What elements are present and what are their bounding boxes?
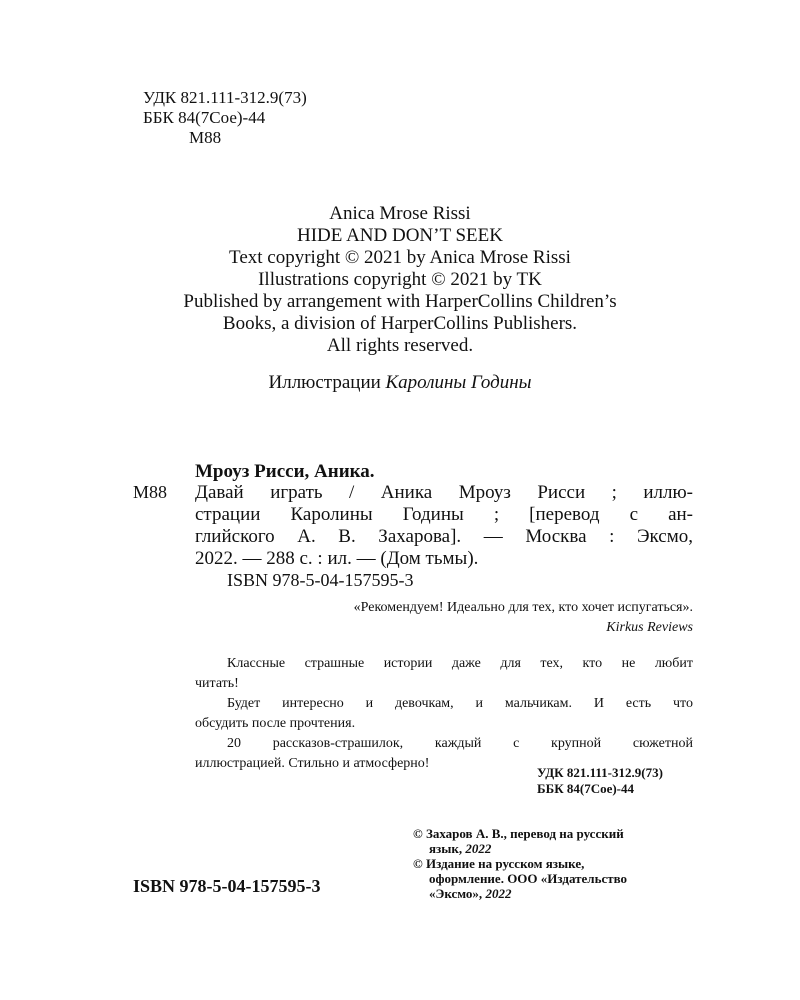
- publishing-line-1: Published by arrangement with HarperCollins Children’s: [183, 291, 617, 312]
- classification-block: [143, 88, 307, 148]
- review-block: [195, 598, 693, 638]
- author-mark: М88: [189, 128, 222, 147]
- catalog-heading: Мроуз Рисси, Аника.: [195, 461, 375, 482]
- illustrations-artist: Каролины Годины: [385, 372, 532, 393]
- edition-copyright-line: оформление. ООО «Издательство: [429, 871, 628, 886]
- annotation-line: 20 рассказов-страшилок, каждый с крупной сюжетной: [227, 736, 693, 751]
- catalog-line: глийского А. В. Захарова]. — Москва : Эксмо,: [195, 526, 693, 547]
- annotation-line: читать!: [195, 676, 239, 691]
- catalog-line: 2022. — 288 с. : ил. — (Дом тьмы).: [195, 548, 479, 569]
- text-copyright: Text copyright © 2021 by Anica Mrose Rissi: [229, 247, 571, 268]
- translation-copyright: [413, 826, 703, 856]
- review-quote: «Рекомендуем! Идеально для тех, кто хочет испугаться».: [353, 600, 693, 615]
- catalog-isbn: ISBN 978-5-04-157595-3: [227, 570, 414, 590]
- original-title: HIDE AND DON’T SEEK: [297, 225, 503, 246]
- annotation-line: Будет интересно и девочкам, и мальчикам. И есть что: [227, 696, 693, 711]
- bbk-code: ББК 84(7Сое)-44: [143, 108, 266, 127]
- catalog-description: [195, 482, 693, 570]
- original-publication-block: [150, 203, 650, 394]
- annotation-line: Классные страшные истории даже для тех, кто не любит: [227, 656, 693, 671]
- edition-copyright-line: «Эксмо»,: [429, 886, 483, 901]
- original-author: Anica Mrose Rissi: [329, 203, 471, 224]
- annotation-paragraph: [195, 694, 693, 734]
- annotation-line: обсудить после прочтения.: [195, 716, 356, 731]
- rights-reserved: All rights reserved.: [326, 335, 474, 356]
- translation-copyright-year: 2022: [465, 841, 492, 856]
- review-source: Kirkus Reviews: [606, 620, 693, 635]
- translation-copyright-suffix: язык,: [429, 841, 463, 856]
- catalog-line: страции Каролины Годины ; [перевод с ан-: [195, 504, 693, 525]
- illustrations-credit: [150, 372, 650, 394]
- catalog-line: Давай играть / Аника Мроуз Рисси ; иллю-: [195, 482, 693, 503]
- edition-copyright-year: 2022: [485, 886, 512, 901]
- annotation-line: иллюстрацией. Стильно и атмосферно!: [195, 756, 430, 771]
- copyright-block: [413, 826, 703, 901]
- annotation-paragraph: [195, 654, 693, 694]
- illustrations-copyright: Illustrations copyright © 2021 by TK: [258, 269, 542, 290]
- udk-code: УДК 821.111-312.9(73): [143, 88, 307, 107]
- catalog-code: М88: [133, 482, 168, 502]
- udk-code-small: УДК 821.111-312.9(73): [537, 765, 663, 780]
- edition-copyright-line: © Издание на русском языке,: [413, 856, 585, 871]
- illustrations-label: Иллюстрации: [268, 372, 381, 393]
- isbn-bottom: ISBN 978-5-04-157595-3: [133, 876, 321, 896]
- annotation-block: [195, 654, 693, 774]
- translation-copyright-text: © Захаров А. В., перевод на русский: [413, 826, 624, 841]
- edition-copyright: [413, 856, 703, 901]
- bbk-code-small: ББК 84(7Сое)-44: [537, 781, 635, 796]
- codes-right-block: [537, 765, 663, 797]
- publishing-line-2: Books, a division of HarperCollins Publishers.: [222, 313, 578, 334]
